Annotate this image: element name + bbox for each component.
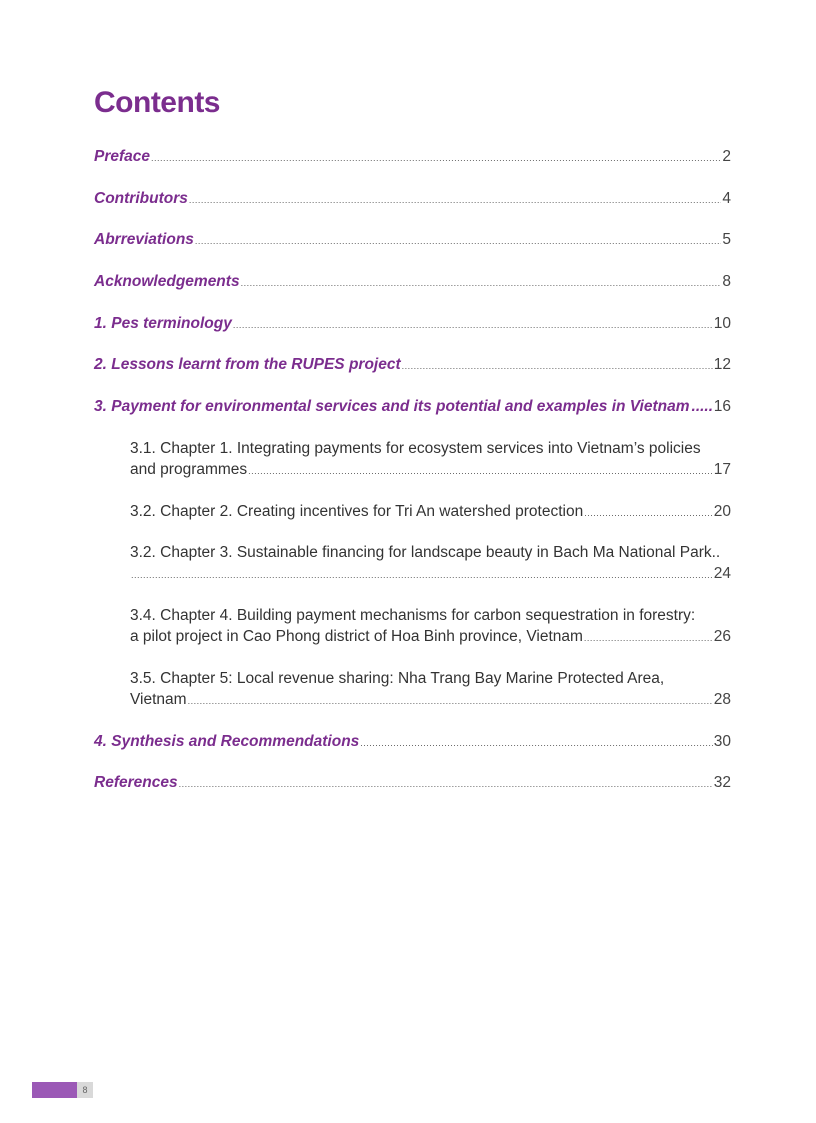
toc-entry-chapter-5[interactable]	[130, 668, 731, 712]
dot-leader	[179, 774, 713, 795]
toc-entry-references[interactable]	[94, 772, 731, 795]
toc-label: 3.2. Chapter 2. Creating incentives for Tri An watershed protection	[130, 503, 584, 520]
dot-leader	[188, 691, 713, 712]
toc-label-line-2: a pilot project in Cao Phong district of Hoa Binh province, Vietnam	[130, 628, 583, 645]
toc-label-line-1: 3.1. Chapter 1. Integrating payments for ecosystem services into Vietnam’s policies	[130, 440, 701, 457]
toc-label: Contributors	[94, 190, 188, 207]
toc-label-line-1: 3.2. Chapter 3. Sustainable financing for landscape beauty in Bach Ma National Park..	[130, 544, 721, 561]
dot-leader	[233, 315, 713, 336]
toc-page-number: 5	[722, 231, 731, 248]
toc-entry-pes-terminology[interactable]	[94, 313, 731, 336]
dot-leader	[131, 565, 713, 586]
toc-label-line-2: Vietnam	[130, 691, 187, 708]
dot-leader	[241, 273, 722, 294]
toc-page-number: 2	[722, 148, 731, 165]
dot-leader	[151, 148, 721, 169]
toc-entry-contributors[interactable]	[94, 188, 731, 211]
toc-page-number: 32	[713, 774, 731, 791]
dot-leader	[584, 628, 713, 649]
dot-leader	[584, 503, 713, 524]
toc-page-number: 8	[722, 273, 731, 290]
toc-page-number: 20	[713, 503, 731, 520]
toc-label: References	[94, 774, 178, 791]
dot-leader	[402, 356, 713, 377]
toc-page-number: 28	[713, 691, 731, 708]
toc-entry-chapter-1[interactable]	[130, 438, 731, 482]
toc-entry-payment-environmental-services[interactable]	[94, 396, 731, 417]
page-title: Contents	[94, 86, 220, 119]
toc-page-number: 26	[713, 628, 731, 645]
footer-accent-bar	[32, 1082, 77, 1098]
footer-page-number: 8	[77, 1082, 93, 1098]
toc-entry-abbreviations[interactable]	[94, 229, 731, 252]
toc-page-number: 12	[713, 356, 731, 373]
toc-label: Preface	[94, 148, 151, 165]
dot-leader	[189, 190, 722, 211]
toc-label-line-1: 3.4. Chapter 4. Building payment mechanisms for carbon sequestration in forestry:	[130, 607, 696, 624]
toc-entry-synthesis[interactable]	[94, 731, 731, 754]
toc-label-line-1: 3.5. Chapter 5: Local revenue sharing: Nha Trang Bay Marine Protected Area,	[130, 670, 665, 687]
toc-page-number: 4	[722, 190, 731, 207]
toc-label-line-2: and programmes	[130, 461, 248, 478]
toc-entry-chapter-3[interactable]	[130, 542, 731, 586]
toc-page-number: 16	[713, 398, 731, 415]
toc-entry-chapter-2[interactable]	[130, 501, 731, 524]
toc-label: Acknowledgements	[94, 273, 240, 290]
toc-entry-chapter-4[interactable]	[130, 605, 731, 649]
toc-label: Abrreviations	[94, 231, 194, 248]
toc-page-number: 24	[713, 565, 731, 582]
toc-entry-acknowledgements[interactable]	[94, 271, 731, 294]
toc-label: 4. Synthesis and Recommendations	[94, 733, 360, 750]
toc-page-number: 10	[713, 315, 731, 332]
dot-leader	[195, 231, 721, 252]
toc-leader-text: .....	[691, 398, 714, 415]
toc-label: 2. Lessons learnt from the RUPES project	[94, 356, 401, 373]
toc-page-number: 30	[713, 733, 731, 750]
dot-leader	[248, 461, 713, 482]
toc-entry-lessons-learnt[interactable]	[94, 354, 731, 377]
dot-leader	[360, 733, 712, 754]
toc-label: 1. Pes terminology	[94, 315, 232, 332]
toc-label: 3. Payment for environmental services and its potential and examples in Vietnam	[94, 398, 690, 415]
toc-page-number: 17	[713, 461, 731, 478]
toc-entry-preface[interactable]	[94, 146, 731, 169]
